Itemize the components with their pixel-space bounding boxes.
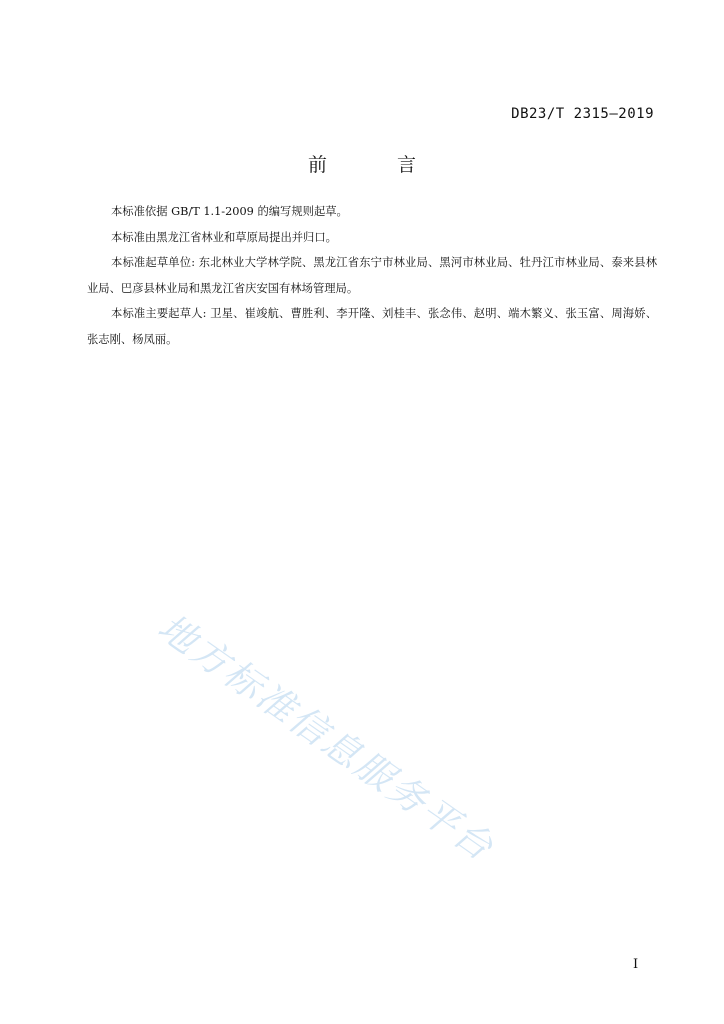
paragraph-proposer: 本标准由黑龙江省林业和草原局提出并归口。 [111, 230, 337, 244]
paragraph-drafting-rules: 本标准依据 GB/T 1.1-2009 的编写规则起草。 [111, 205, 348, 218]
watermark: 地方标准信息服务平台 [150, 605, 503, 871]
page-number: I [633, 957, 639, 972]
foreword-body [87, 199, 657, 353]
page-title: 前 言 [307, 154, 449, 176]
paragraph-drafting-units: 本标准起草单位: 东北林业大学林学院、黑龙江省东宁市林业局、黑河市林业局、牡丹江市林业局、泰来县林业局、巴彦县林业局和黑龙江省庆安国有林场管理局。 [87, 256, 657, 295]
standard-code: DB23/T 2315—2019 [511, 106, 654, 122]
paragraph-drafters: 本标准主要起草人: 卫星、崔竣航、曹胜利、李开隆、刘桂丰、张念伟、赵明、端木繁义、张玉富、周海娇、张志刚、杨凤丽。 [87, 307, 657, 346]
